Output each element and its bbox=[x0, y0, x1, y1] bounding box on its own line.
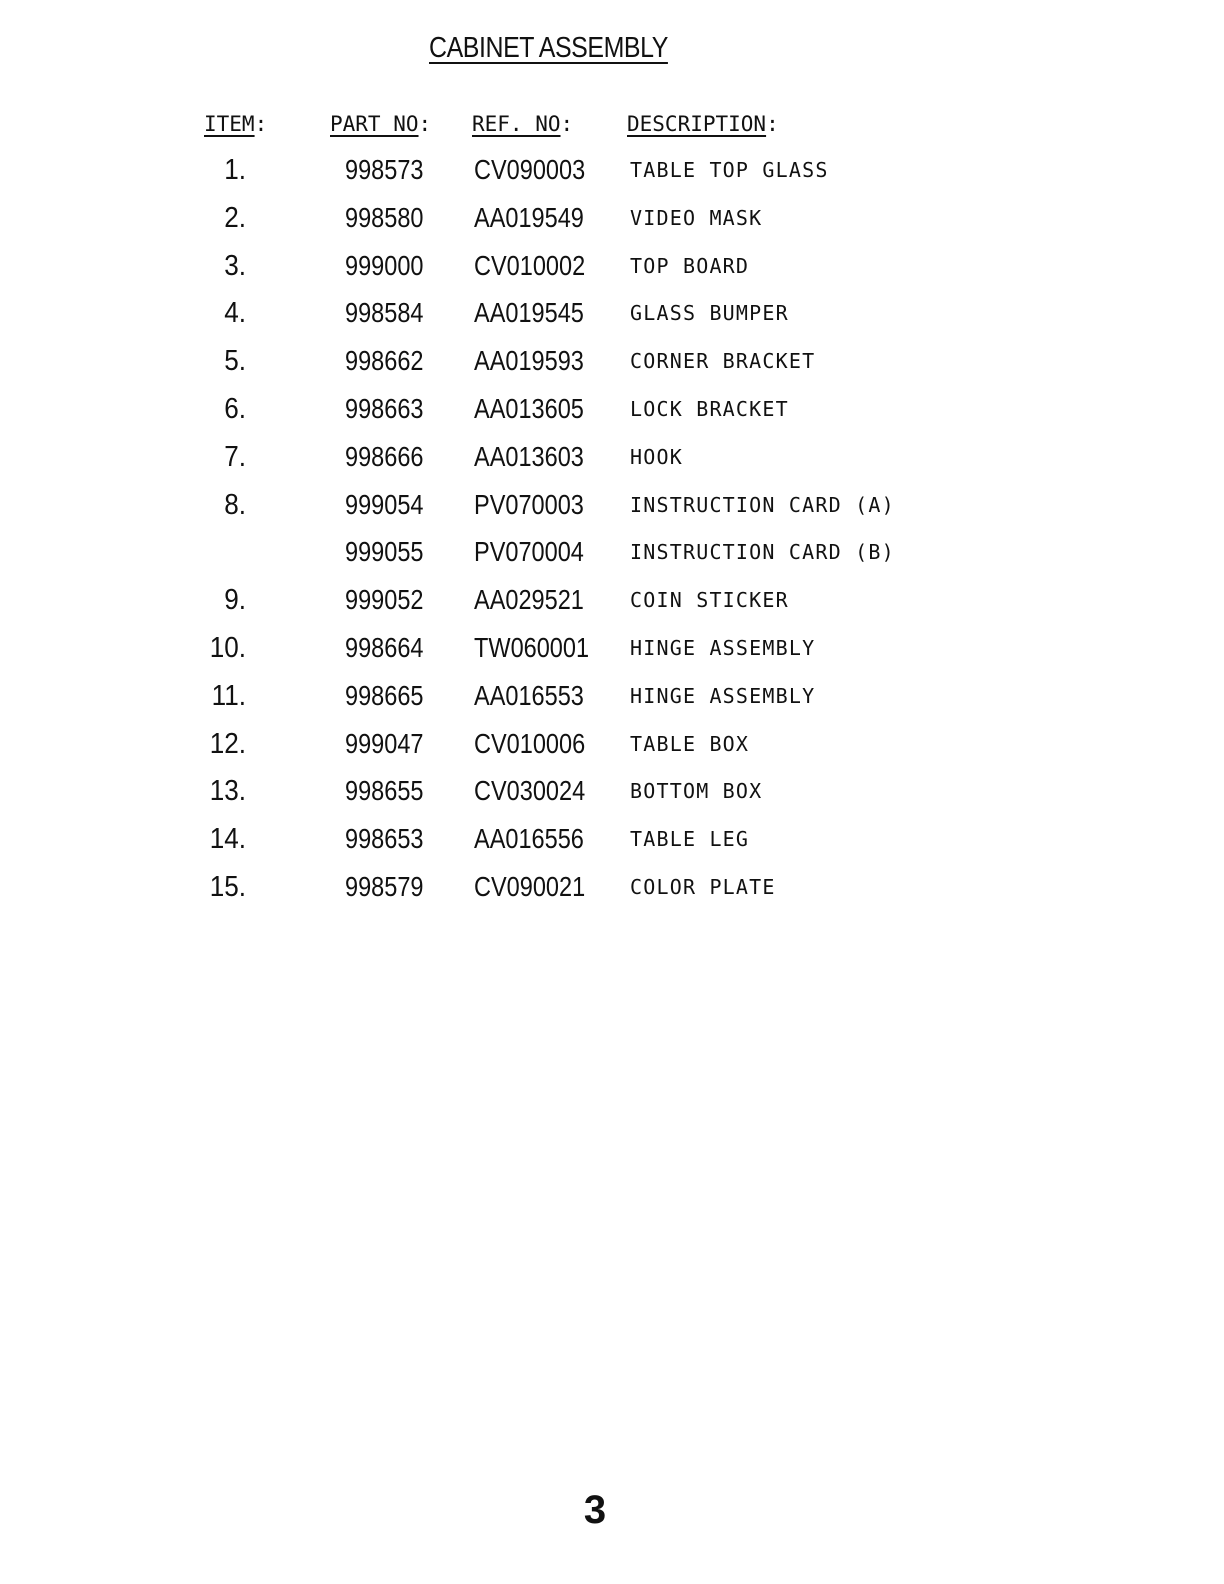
part-number: 998653 bbox=[345, 823, 424, 855]
table-header bbox=[0, 112, 1224, 142]
part-description: INSTRUCTION CARD (A) bbox=[630, 492, 895, 517]
header-part-no bbox=[330, 112, 431, 136]
part-description: HINGE ASSEMBLY bbox=[630, 635, 816, 660]
item-number: 3. bbox=[224, 249, 246, 282]
ref-number: AA019545 bbox=[474, 297, 584, 329]
part-number: 998573 bbox=[345, 154, 424, 185]
ref-number: AA019593 bbox=[474, 345, 584, 377]
parts-list bbox=[0, 148, 1224, 913]
part-description: VIDEO MASK bbox=[630, 205, 763, 230]
ref-number: AA016553 bbox=[474, 679, 584, 711]
part-number: 998666 bbox=[345, 440, 424, 472]
part-number: 998579 bbox=[345, 870, 424, 902]
table-row bbox=[0, 148, 1224, 196]
table-row bbox=[0, 865, 1224, 913]
part-number: 999055 bbox=[345, 536, 424, 568]
page-title: CABINET ASSEMBLY bbox=[429, 32, 668, 64]
header-item-colon: : bbox=[254, 112, 268, 136]
part-number: 999052 bbox=[345, 584, 424, 616]
ref-number: AA013603 bbox=[474, 440, 584, 472]
item-number: 2. bbox=[224, 201, 246, 234]
ref-number: CV010006 bbox=[474, 727, 586, 759]
part-description: TABLE BOX bbox=[630, 731, 750, 756]
part-number: 998664 bbox=[345, 631, 424, 663]
table-row bbox=[0, 387, 1224, 435]
part-number: 998662 bbox=[345, 345, 424, 377]
item-number: 7. bbox=[224, 440, 246, 473]
part-number: 998584 bbox=[345, 297, 424, 329]
part-description: BOTTOM BOX bbox=[630, 779, 763, 804]
item-number: 9. bbox=[224, 584, 246, 617]
header-ref-no bbox=[472, 112, 573, 136]
part-number: 999000 bbox=[345, 249, 424, 281]
ref-number: AA016556 bbox=[474, 823, 584, 855]
table-row bbox=[0, 578, 1224, 626]
ref-number: CV090021 bbox=[474, 870, 586, 902]
part-number: 998665 bbox=[345, 679, 424, 711]
header-ref-no-label: REF. NO bbox=[472, 112, 561, 136]
ref-number: AA029521 bbox=[474, 584, 584, 616]
item-number: 13. bbox=[209, 775, 246, 808]
part-description: INSTRUCTION CARD (B) bbox=[630, 540, 895, 565]
header-description bbox=[627, 112, 779, 136]
header-part-no-label: PART NO bbox=[330, 112, 419, 136]
item-number: 12. bbox=[209, 727, 246, 760]
ref-number: CV010002 bbox=[474, 249, 586, 281]
part-number: 999047 bbox=[345, 727, 424, 759]
item-number: 15. bbox=[209, 870, 246, 903]
table-row bbox=[0, 530, 1224, 578]
part-number: 999054 bbox=[345, 488, 424, 520]
part-number: 998580 bbox=[345, 201, 424, 233]
part-number: 998663 bbox=[345, 392, 424, 424]
table-row bbox=[0, 339, 1224, 387]
part-description: TOP BOARD bbox=[630, 253, 750, 278]
item-number: 4. bbox=[224, 297, 246, 330]
part-description: TABLE TOP GLASS bbox=[630, 158, 829, 182]
ref-number: PV070003 bbox=[474, 488, 584, 520]
part-description: LOCK BRACKET bbox=[630, 396, 789, 421]
item-number: 8. bbox=[224, 488, 246, 521]
item-number: 11. bbox=[211, 679, 246, 712]
table-row bbox=[0, 483, 1224, 531]
item-number: 1. bbox=[224, 154, 246, 186]
table-row bbox=[0, 435, 1224, 483]
ref-number: TW060001 bbox=[474, 631, 590, 663]
part-description: HOOK bbox=[630, 444, 683, 469]
part-description: CORNER BRACKET bbox=[630, 349, 816, 374]
header-part-no-colon: : bbox=[418, 112, 432, 136]
part-description: COLOR PLATE bbox=[630, 874, 776, 899]
part-description: TABLE LEG bbox=[630, 827, 750, 852]
part-description: COIN STICKER bbox=[630, 588, 789, 613]
part-description: GLASS BUMPER bbox=[630, 301, 789, 326]
ref-number: AA019549 bbox=[474, 201, 584, 233]
header-ref-no-colon: : bbox=[560, 112, 574, 136]
header-item bbox=[204, 112, 267, 136]
part-description: HINGE ASSEMBLY bbox=[630, 683, 816, 708]
table-row bbox=[0, 196, 1224, 244]
ref-number: AA013605 bbox=[474, 392, 584, 424]
table-row bbox=[0, 769, 1224, 817]
table-row bbox=[0, 722, 1224, 770]
item-number: 14. bbox=[209, 823, 246, 856]
item-number: 10. bbox=[209, 631, 246, 664]
page-number: 3 bbox=[583, 1488, 607, 1532]
ref-number: CV030024 bbox=[474, 775, 586, 807]
table-row bbox=[0, 674, 1224, 722]
item-number: 5. bbox=[224, 345, 246, 378]
table-row bbox=[0, 291, 1224, 339]
table-row bbox=[0, 244, 1224, 292]
header-item-label: ITEM bbox=[204, 112, 255, 136]
ref-number: PV070004 bbox=[474, 536, 584, 568]
ref-number: CV090003 bbox=[474, 154, 586, 185]
item-number: 6. bbox=[224, 392, 246, 425]
table-row bbox=[0, 626, 1224, 674]
table-row bbox=[0, 817, 1224, 865]
header-description-label: DESCRIPTION bbox=[627, 112, 767, 136]
part-number: 998655 bbox=[345, 775, 424, 807]
header-description-colon: : bbox=[766, 112, 779, 136]
